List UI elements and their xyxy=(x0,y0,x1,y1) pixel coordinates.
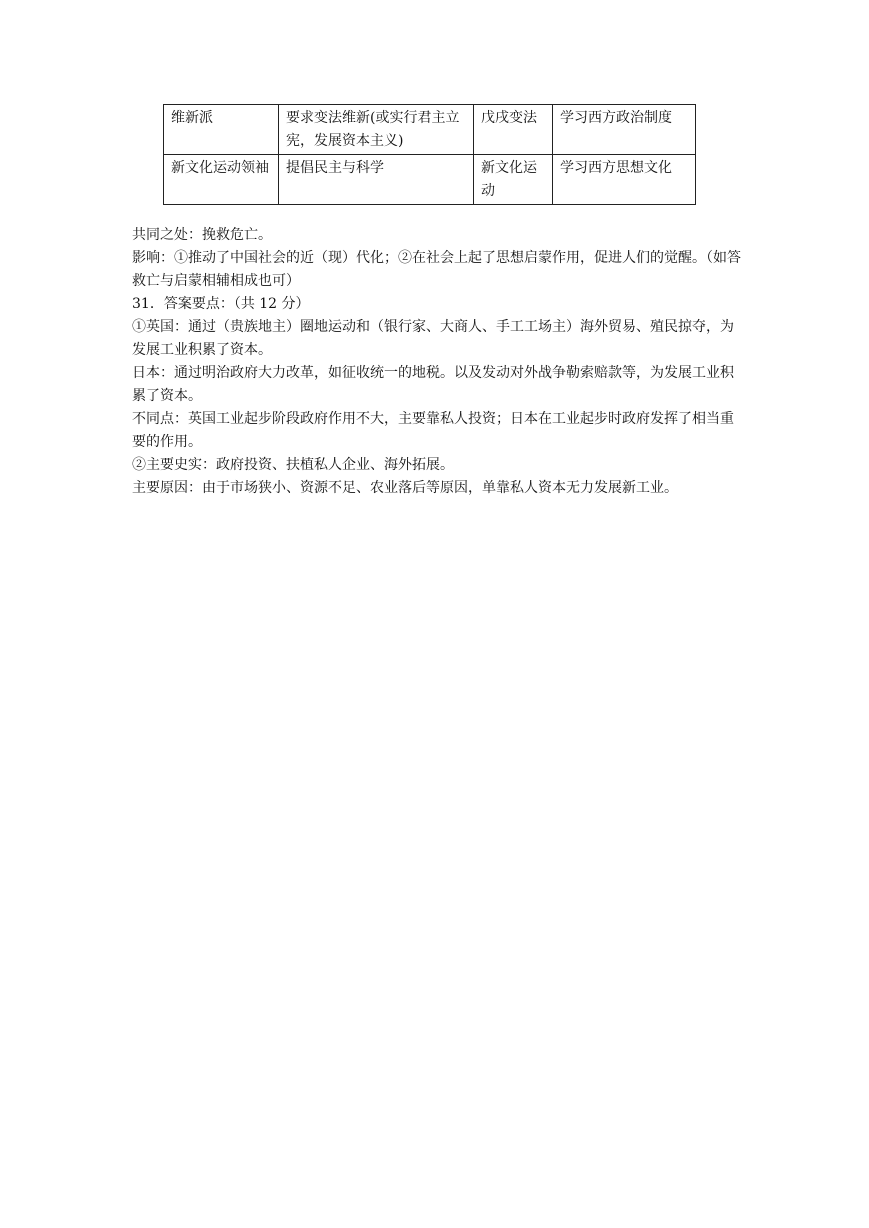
difference-answer: 不同点：英国工业起步阶段政府作用不大，主要靠私人投资；日本在工业起步时政府发挥了相当重要的作用。 xyxy=(132,411,734,450)
table-cell-event: 新文化运动 xyxy=(474,155,553,205)
answer-text xyxy=(132,224,742,500)
table-cell-event: 戊戌变法 xyxy=(474,105,553,155)
table-row xyxy=(164,155,696,205)
japan-answer: 日本：通过明治政府大力改革，如征收统一的地税。以及发动对外战争勒索赔款等，为发展工业积累了资本。 xyxy=(132,365,734,404)
table-cell-nature: 学习西方政治制度 xyxy=(553,105,696,155)
table-cell-idea: 提倡民主与科学 xyxy=(279,155,474,205)
common-point: 共同之处：挽救危亡。 xyxy=(132,227,272,243)
table-cell-idea: 要求变法维新(或实行君主立宪，发展资本主义) xyxy=(279,105,474,155)
influence: 影响：①推动了中国社会的近（现）代化；②在社会上起了思想启蒙作用，促进人们的觉醒。（如答救亡与启蒙相辅相成也可） xyxy=(132,250,741,289)
table-cell-group: 新文化运动领袖 xyxy=(164,155,279,205)
table-cell-nature: 学习西方思想文化 xyxy=(553,155,696,205)
question-31-heading: 31．答案要点：（共 12 分） xyxy=(132,296,310,312)
britain-answer: ①英国：通过（贵族地主）圈地运动和（银行家、大商人、手工工场主）海外贸易、殖民掠夺，为发展工业积累了资本。 xyxy=(132,319,734,358)
answer-table xyxy=(163,104,696,205)
table-cell-group: 维新派 xyxy=(164,105,279,155)
facts-answer: ②主要史实：政府投资、扶植私人企业、海外拓展。 xyxy=(132,457,454,473)
reason-answer: 主要原因：由于市场狭小、资源不足、农业落后等原因，单靠私人资本无力发展新工业。 xyxy=(132,480,678,496)
table-row xyxy=(164,105,696,155)
